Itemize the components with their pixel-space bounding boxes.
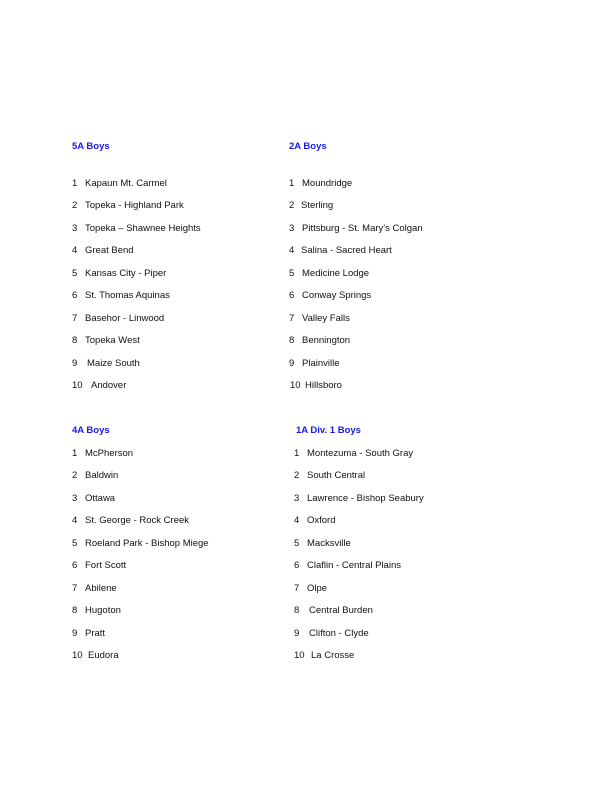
- section-heading-4a: 4A Boys: [72, 425, 110, 436]
- ranking-row: [294, 560, 401, 571]
- team-name: Baldwin: [85, 470, 119, 481]
- ranking-row: [72, 200, 184, 211]
- rank-number: 9: [294, 628, 300, 639]
- rank-number: 6: [294, 560, 300, 571]
- rank-number: 7: [72, 583, 78, 594]
- rank-number: 2: [294, 470, 300, 481]
- ranking-row: [72, 335, 140, 346]
- ranking-row: [72, 313, 164, 324]
- team-name: Topeka West: [85, 335, 140, 346]
- ranking-row: [294, 448, 413, 459]
- team-name: Kansas City - Piper: [85, 268, 167, 279]
- rank-number: 10: [294, 650, 305, 661]
- rank-number: 5: [294, 538, 300, 549]
- team-name: Basehor - Linwood: [85, 313, 165, 324]
- rank-number: 8: [289, 335, 295, 346]
- team-name: Moundridge: [302, 178, 353, 189]
- rank-number: 3: [72, 493, 78, 504]
- ranking-row: [294, 583, 327, 594]
- rank-number: 4: [72, 245, 78, 256]
- ranking-row: [289, 245, 392, 256]
- section-heading-5a: 5A Boys: [72, 141, 110, 152]
- rank-number: 8: [294, 605, 300, 616]
- team-name: McPherson: [85, 448, 134, 459]
- team-name: Hillsboro: [305, 380, 342, 391]
- ranking-row: [72, 515, 189, 526]
- ranking-row: [72, 448, 133, 459]
- rank-number: 7: [72, 313, 78, 324]
- team-name: Topeka – Shawnee Heights: [85, 223, 201, 234]
- ranking-row: [289, 200, 333, 211]
- rank-number: 3: [72, 223, 78, 234]
- section-heading-2a: 2A Boys: [289, 141, 327, 152]
- rank-number: 5: [72, 538, 78, 549]
- ranking-row: [289, 223, 423, 234]
- team-name: Bennington: [302, 335, 351, 346]
- team-name: Pittsburg - St. Mary's Colgan: [302, 223, 423, 234]
- rank-number: 9: [289, 358, 295, 369]
- team-name: Clifton - Clyde: [309, 628, 369, 639]
- team-name: Salina - Sacred Heart: [301, 245, 392, 256]
- ranking-row: [289, 358, 340, 369]
- team-name: Sterling: [301, 200, 334, 211]
- team-name: Plainville: [302, 358, 340, 369]
- ranking-row: [72, 538, 209, 549]
- ranking-row: [289, 178, 352, 189]
- rank-number: 8: [72, 335, 78, 346]
- team-name: Hugoton: [85, 605, 121, 616]
- team-name: Topeka - Highland Park: [85, 200, 184, 211]
- team-name: Medicine Lodge: [302, 268, 370, 279]
- rank-number: 9: [72, 358, 78, 369]
- ranking-row: [72, 583, 117, 594]
- ranking-row: [289, 313, 350, 324]
- ranking-row: [72, 268, 166, 279]
- team-name: Lawrence - Bishop Seabury: [307, 493, 424, 504]
- rank-number: 4: [294, 515, 300, 526]
- ranking-row: [72, 628, 105, 639]
- rank-number: 6: [289, 290, 295, 301]
- rank-number: 6: [72, 290, 78, 301]
- ranking-row: [72, 178, 167, 189]
- rank-number: 10: [290, 380, 301, 391]
- ranking-row: [290, 380, 342, 391]
- rank-number: 3: [289, 223, 295, 234]
- rank-number: 1: [294, 448, 300, 459]
- section-heading-1a: 1A Div. 1 Boys: [296, 425, 361, 436]
- ranking-row: [72, 245, 134, 256]
- team-name: Conway Springs: [302, 290, 372, 301]
- team-name: Central Burden: [309, 605, 373, 616]
- team-name: Fort Scott: [85, 560, 127, 571]
- ranking-row: [72, 223, 201, 234]
- ranking-row: [294, 538, 351, 549]
- rank-number: 2: [72, 200, 78, 211]
- rank-number: 1: [72, 448, 78, 459]
- rank-number: 10: [72, 380, 83, 391]
- rank-number: 2: [289, 200, 295, 211]
- team-name: St. Thomas Aquinas: [85, 290, 170, 301]
- rank-number: 5: [289, 268, 295, 279]
- ranking-row: [72, 358, 140, 369]
- rank-number: 5: [72, 268, 78, 279]
- team-name: La Crosse: [311, 650, 355, 661]
- rank-number: 4: [72, 515, 78, 526]
- rank-number: 1: [289, 178, 295, 189]
- team-name: Andover: [91, 380, 127, 391]
- rank-number: 8: [72, 605, 78, 616]
- team-name: Ottawa: [85, 493, 116, 504]
- ranking-row: [72, 605, 121, 616]
- rank-number: 7: [294, 583, 300, 594]
- team-name: Macksville: [307, 538, 351, 549]
- ranking-row: [72, 560, 126, 571]
- team-name: Abilene: [85, 583, 117, 594]
- team-name: Montezuma - South Gray: [307, 448, 414, 459]
- team-name: Roeland Park - Bishop Miege: [85, 538, 209, 549]
- rank-number: 9: [72, 628, 78, 639]
- ranking-row: [294, 515, 336, 526]
- ranking-row: [289, 290, 371, 301]
- team-name: Maize South: [87, 358, 140, 369]
- team-name: Valley Falls: [302, 313, 350, 324]
- rank-number: 7: [289, 313, 295, 324]
- ranking-row: [294, 493, 424, 504]
- ranking-row: [72, 493, 115, 504]
- team-name: South Central: [307, 470, 366, 481]
- rank-number: 4: [289, 245, 295, 256]
- team-name: Kapaun Mt. Carmel: [85, 178, 167, 189]
- ranking-row: [294, 605, 373, 616]
- team-name: Oxford: [307, 515, 336, 526]
- team-name: Olpe: [307, 583, 328, 594]
- team-name: Great Bend: [85, 245, 134, 256]
- rank-number: 2: [72, 470, 78, 481]
- ranking-row: [294, 628, 369, 639]
- ranking-row: [294, 650, 354, 661]
- rank-number: 10: [72, 650, 83, 661]
- rank-number: 1: [72, 178, 78, 189]
- ranking-row: [72, 470, 118, 481]
- rank-number: 3: [294, 493, 300, 504]
- team-name: Pratt: [85, 628, 106, 639]
- ranking-row: [289, 268, 369, 279]
- ranking-row: [72, 290, 170, 301]
- team-name: Claflin - Central Plains: [307, 560, 401, 571]
- ranking-row: [289, 335, 350, 346]
- ranking-row: [72, 650, 119, 661]
- rank-number: 6: [72, 560, 78, 571]
- ranking-row: [72, 380, 126, 391]
- team-name: St. George - Rock Creek: [85, 515, 190, 526]
- ranking-row: [294, 470, 365, 481]
- team-name: Eudora: [88, 650, 119, 661]
